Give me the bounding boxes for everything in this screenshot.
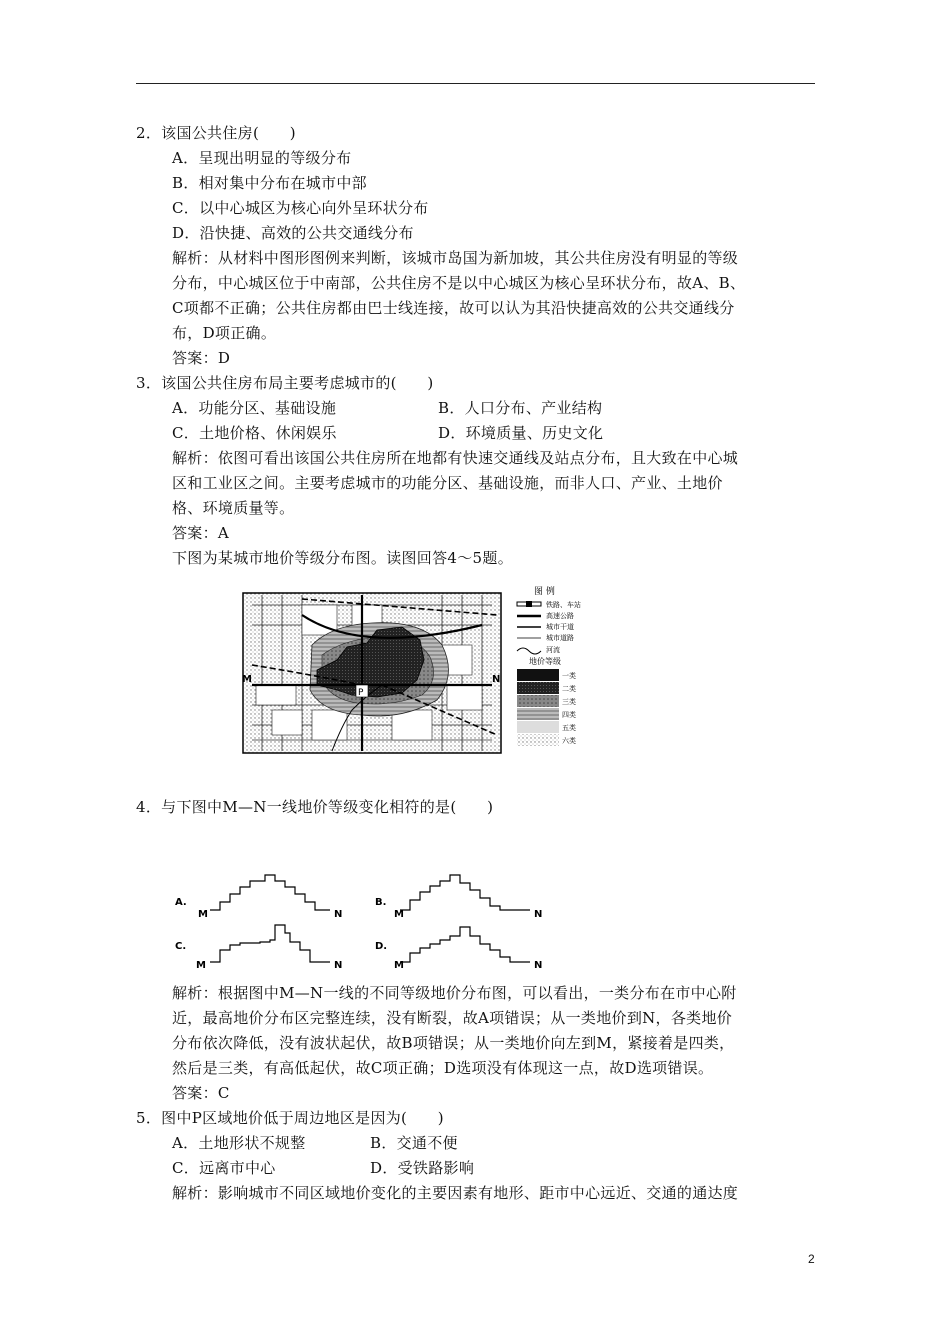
legend-title: 图 例 (534, 587, 555, 597)
profile-letter: A. (175, 897, 187, 908)
legend-item: 城市道路 (546, 634, 574, 642)
q2-option-d: D．沿快捷、高效的公共交通线分布 (172, 224, 414, 242)
q5-option-c: C．远离市中心 (172, 1159, 276, 1177)
q2-option-a: A．呈现出明显的等级分布 (172, 149, 352, 167)
q2-analysis-line: 布，D项正确。 (172, 324, 277, 342)
q2-analysis-line: 分布，中心城区位于中南部，公共住房不是以中心城区为核心呈环状分布，故A、B、 (172, 274, 746, 292)
land-price-map (242, 585, 602, 755)
profile-d-line (400, 927, 530, 962)
map-intro: 下图为某城市地价等级分布图。读图回答4～5题。 (172, 549, 513, 567)
q4-analysis-line: 然后是三类，有高低起伏，故C项正确；D选项没有体现这一点，故D选项错误。 (172, 1059, 714, 1077)
q3-option-a: A．功能分区、基础设施 (172, 399, 337, 417)
profile-c-line (210, 925, 330, 962)
profile-m: M (198, 909, 208, 920)
q5-stem: 5．图中P区域地价低于周边地区是因为( ) (136, 1109, 444, 1127)
profile-n: N (334, 960, 343, 971)
q5-analysis-line: 解析：影响城市不同区域地价变化的主要因素有地形、距市中心远近、交通的通达度 (172, 1184, 739, 1202)
page-number: 2 (808, 1252, 815, 1266)
q4-stem: 4．与下图中M—N一线地价等级变化相符的是( ) (136, 798, 494, 816)
profile-letter: B. (375, 897, 387, 908)
profile-letter: D. (375, 941, 388, 952)
q3-option-c: C．土地价格、休闲娱乐 (172, 424, 337, 442)
q2-analysis-line: C项都不正确；公共住房都由巴士线连接，故可以认为其沿快捷高效的公共交通线分 (172, 299, 735, 317)
q2-analysis-line: 解析：从材料中图形图例来判断，该城市岛国为新加坡，其公共住房没有明显的等级 (172, 249, 739, 267)
map-label-p: P (358, 688, 364, 698)
q3-analysis-line: 解析：依图可看出该国公共住房所在地都有快速交通线及站点分布，且大致在中心城 (172, 449, 739, 467)
header-rule (136, 83, 815, 84)
q3-stem: 3．该国公共住房布局主要考虑城市的( ) (136, 374, 434, 392)
legend-item: 河流 (546, 646, 560, 654)
legend-item: 高速公路 (546, 612, 574, 620)
profile-n: N (534, 960, 543, 971)
legend-grade: 三类 (562, 698, 576, 706)
profile-n: N (334, 909, 343, 920)
profile-m: M (394, 960, 404, 971)
legend-item: 城市干道 (546, 623, 574, 631)
legend-grade: 二类 (562, 685, 576, 693)
profile-a-line (210, 875, 330, 910)
q3-option-d: D．环境质量、历史文化 (438, 424, 604, 442)
legend-grade: 六类 (562, 737, 576, 745)
legend-grade: 一类 (562, 672, 576, 680)
map-label-m: M (242, 674, 252, 685)
map-legend (517, 585, 581, 746)
profile-m: M (196, 960, 206, 971)
q5-option-d: D．受铁路影响 (370, 1159, 475, 1177)
q4-analysis-line: 分布依次降低，没有波状起伏，故B项错误；从一类地价向左到M，紧接着是四类， (172, 1034, 735, 1052)
profile-b-line (400, 875, 530, 910)
q2-option-b: B．相对集中分布在城市中部 (172, 174, 367, 192)
legend-grade: 四类 (562, 711, 576, 719)
q4-analysis-line: 解析：根据图中M—N一线的不同等级地价分布图，可以看出，一类分布在市中心附 (172, 984, 737, 1002)
q3-analysis-line: 格、环境质量等。 (172, 499, 295, 517)
profile-letter: C. (175, 941, 187, 952)
price-profile-diagrams (170, 865, 570, 975)
q3-option-b: B．人口分布、产业结构 (438, 399, 603, 417)
q2-answer: 答案：D (172, 349, 231, 367)
map-label-n: N (492, 674, 501, 685)
legend-grade: 五类 (562, 724, 576, 732)
q5-option-b: B．交通不便 (370, 1134, 458, 1152)
q4-analysis-line: 近，最高地价分布区完整连续，没有断裂，故A项错误；从一类地价到N，各类地价 (172, 1009, 733, 1027)
q5-option-a: A．土地形状不规整 (172, 1134, 306, 1152)
q4-answer: 答案：C (172, 1084, 230, 1102)
q2-option-c: C．以中心城区为核心向外呈环状分布 (172, 199, 429, 217)
profile-m: M (394, 909, 404, 920)
q3-answer: 答案：A (172, 524, 230, 542)
profile-n: N (534, 909, 543, 920)
q2-stem: 2．该国公共住房( ) (136, 124, 296, 142)
legend-grade-title: 地价等级 (529, 657, 561, 666)
q3-analysis-line: 区和工业区之间。主要考虑城市的功能分区、基础设施，而非人口、产业、土地价 (172, 474, 723, 492)
legend-item: 铁路、车站 (546, 601, 581, 609)
